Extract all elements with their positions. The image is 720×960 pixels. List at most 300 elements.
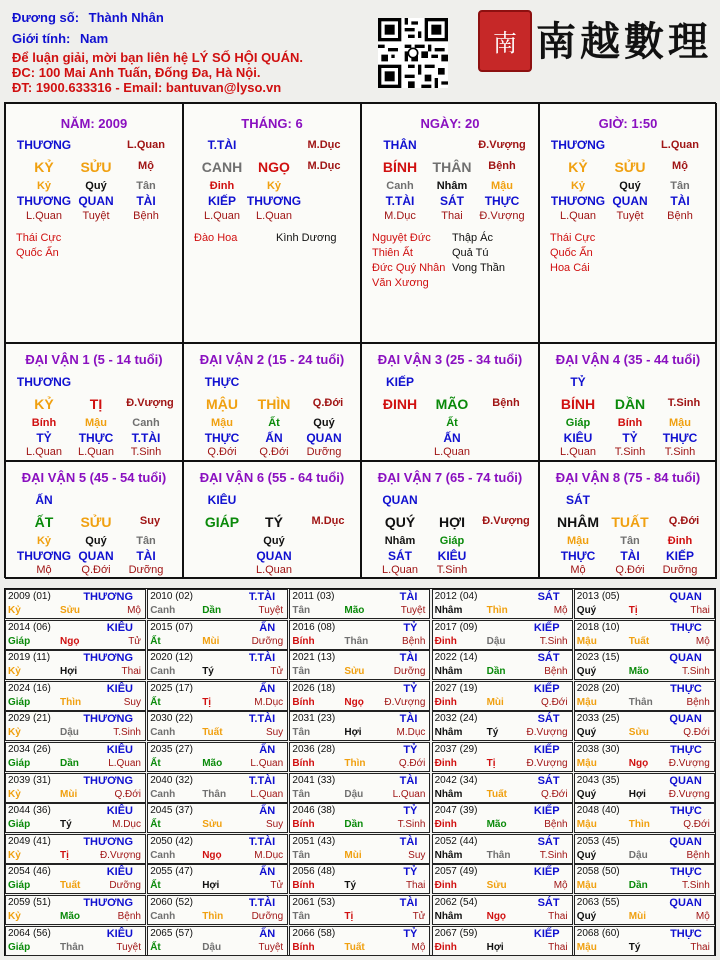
annual-year: 2060 (52) [150,897,193,908]
annual-cell [574,742,715,772]
annual-note: L.Quan [392,788,426,800]
annual-can: Bính [292,758,315,769]
annual-cell [147,834,288,864]
hidden-god: THƯƠNG [16,194,72,208]
annual-can: Quý [576,911,597,922]
annual-can: Giáp [8,758,31,769]
pillar-top-note: M.Dục [307,139,341,151]
hidden-stem: Quý [85,180,107,192]
dai-van-can: ĐINH [382,396,418,412]
annual-year: 2048 (40) [576,805,620,817]
annual-note: Bệnh [544,819,568,831]
annual-can: Ất [150,635,161,647]
annual-god: TỶ [403,866,418,879]
star-left: Thái Cực [550,232,596,244]
annual-can: Tân [292,666,311,678]
pillar-can: KỶ [568,159,588,175]
annual-can: Bính [292,819,315,831]
annual-god: SÁT [537,774,560,787]
dai-van-god: TỶ [570,375,586,389]
annual-can: Canh [150,605,176,616]
pillar-title: THÁNG: 6 [241,116,303,131]
dai-van-hidden-note: Dưỡng [662,564,698,576]
hidden-god: SÁT [440,194,464,208]
annual-god: THỰC [670,866,702,879]
annual-chi: Mùi [60,788,78,800]
annual-god: ẤN [259,866,276,879]
annual-chi: Ngọ [344,696,364,708]
annual-note: M.Dục [112,819,141,831]
annual-year: 2028 (20) [576,682,620,694]
annual-chi: Mão [60,911,80,922]
dai-van-cell [183,343,361,461]
annual-chi: Tý [60,819,72,831]
annual-cell [289,650,430,680]
annual-year: 2015 (07) [150,621,193,633]
header [0,0,720,100]
annual-can: Đinh [434,696,457,708]
pillar-chi-note: M.Dục [307,160,341,172]
red-seal-logo: 南 [478,10,532,72]
annual-cell [289,803,430,833]
annual-year: 2062 (54) [434,897,478,908]
annual-cell [432,864,573,894]
hidden-god: KIẾP [207,194,237,208]
dai-van-cell [539,343,717,461]
hidden-stem: Tân [136,180,156,192]
annual-can: Ất [150,758,161,769]
hidden-note: Tuyệt [82,210,110,222]
hidden-stem: Kỷ [36,180,52,192]
annual-cell [574,895,715,925]
annual-can: Nhâm [434,911,463,922]
annual-chi: Tị [486,758,496,769]
annual-year: 2049 (41) [8,835,51,847]
annual-chi: Thân [60,941,84,953]
annual-god: T.TÀI [248,652,276,665]
annual-god: QUAN [669,835,702,848]
star-left: Thái Cực [16,232,62,244]
hidden-note: L.Quan [559,210,597,222]
pillar-can: BÍNH [382,159,418,175]
hidden-stem: Nhâm [436,180,468,192]
annual-can: Canh [150,911,176,922]
annual-can: Kỷ [8,605,21,616]
pillar-top-god: THƯƠNG [16,138,72,152]
dai-van-title: ĐẠI VẬN 2 (15 - 24 tuổi) [199,352,345,367]
annual-note: Tử [270,880,284,892]
annual-can: Kỷ [8,911,21,922]
annual-year: 2050 (42) [150,835,193,847]
annual-note: Q.Đới [541,788,568,800]
dai-van-can: BÍNH [560,396,596,412]
annual-god: TỶ [403,744,418,756]
annual-cell [147,895,288,925]
annual-can: Giáp [8,819,31,831]
dai-van-hidden: Đinh [667,535,693,547]
annual-god: TỶ [403,927,418,940]
hidden-note: Tuyệt [616,210,644,222]
dai-van-cell [361,461,539,579]
pillar-title: NĂM: 2009 [60,116,128,131]
dai-van-hidden-god: KIẾP [665,549,695,563]
annual-god: THƯƠNG [83,774,133,787]
dai-van-hidden-god: TÀI [620,549,640,563]
annual-god: QUAN [669,652,702,665]
annual-can: Ất [150,880,161,892]
hidden-god: QUAN [612,194,648,208]
annual-god: ẤN [259,744,276,756]
annual-chi: Tuất [202,727,223,739]
annual-cell [574,864,715,894]
annual-chi: Ngọ [628,758,649,769]
pillar-title: GIỜ: 1:50 [598,116,658,131]
dai-van-hidden: Quý [263,535,285,547]
gioi-tinh-label: Giới tính: [12,31,71,46]
annual-god: QUAN [669,713,702,726]
annual-can: Bính [292,941,315,953]
annual-year: 2051 (43) [292,835,336,847]
star-right: Kình Dương [276,232,337,244]
hidden-stem: Kỷ [570,180,586,192]
annual-god: QUAN [669,774,702,787]
dai-van-chi: DẦN [614,396,646,412]
annual-note: Tử [412,911,426,922]
hidden-god: THƯƠNG [550,194,606,208]
dai-van-hidden-note: Q.Đới [207,446,237,458]
dai-van-hidden-note: L.Quan [559,446,597,458]
annual-note: Mộ [411,941,426,953]
annual-chi: Tuất [344,941,365,953]
star-left: Quốc Ấn [16,247,59,259]
annual-cell [147,803,288,833]
pillar-cell [361,103,539,343]
annual-cell [147,589,288,619]
annual-year: 2037 (29) [434,744,478,755]
star-left: Đào Hoa [194,232,238,244]
annual-can: Quý [576,849,597,861]
annual-chi: Tị [628,605,638,616]
annual-can: Nhâm [434,849,463,861]
annual-god: TÀI [399,713,418,726]
star-left: Thiên Ất [372,247,413,259]
pillar-top-note: L.Quan [127,139,165,151]
annual-chi: Tý [628,941,641,953]
annual-year: 2038 (30) [576,744,620,755]
annual-can: Tân [292,849,311,861]
dai-van-hidden: Tân [620,535,640,547]
annual-cell [5,864,146,894]
dai-van-title: ĐẠI VẬN 3 (25 - 34 tuổi) [377,352,523,367]
annual-chi: Mùi [202,635,220,647]
annual-year: 2053 (45) [576,835,620,847]
dai-van-hidden: Quý [85,535,107,547]
annual-can: Quý [576,605,597,616]
annual-year: 2052 (44) [434,835,478,847]
annual-year: 2068 (60) [576,927,620,939]
annual-note: Dưỡng [251,635,284,647]
annual-can: Canh [150,788,176,800]
annual-note: M.Dục [254,696,284,708]
annual-can: Kỷ [8,666,21,678]
annual-god: KIẾP [533,682,560,695]
dai-van-hidden: Quý [313,417,335,429]
annual-god: QUAN [669,897,702,909]
pillar-chi: THÂN [432,159,472,175]
hidden-god: QUAN [78,194,114,208]
annual-cell [289,681,430,711]
dai-van-hidden-god: ẤN [265,431,283,445]
annual-chi: Mùi [628,911,647,922]
star-left: Đức Quý Nhân [372,262,446,274]
annual-note: Mộ [695,635,710,647]
annual-can: Ất [150,696,161,708]
annual-cell [574,926,715,956]
dai-van-title: ĐẠI VẬN 8 (75 - 84 tuổi) [555,470,701,485]
annual-can: Mậu [576,635,597,647]
pillar-chi-note: Mộ [138,160,154,172]
annual-cell [147,864,288,894]
annual-cell [289,864,430,894]
annual-note: L.Quan [108,758,141,769]
annual-cell [289,895,430,925]
annual-cell [289,711,430,741]
annual-year: 2026 (18) [292,682,336,694]
contact-address: ĐC: 100 Mai Anh Tuấn, Đống Đa, Hà Nội. [12,65,261,80]
annual-year: 2061 (53) [292,897,336,908]
dai-van-note: T.Sinh [667,397,701,409]
dai-van-hidden-note: Mộ [36,564,52,576]
annual-chi: Thìn [486,605,508,616]
annual-year: 2066 (58) [292,927,336,939]
dai-van-hidden-note: T.Sinh [664,446,696,458]
annual-year: 2056 (48) [292,866,336,878]
annual-chi: Ngọ [486,911,507,922]
annual-year: 2045 (37) [150,805,193,817]
annual-chi: Sửu [628,727,649,739]
annual-luck-table [4,588,716,956]
annual-can: Đinh [434,635,457,647]
annual-can: Ất [150,941,161,953]
annual-god: ẤN [259,621,276,634]
annual-chi: Tị [344,911,354,922]
dai-van-hidden-note: T.Sinh [436,564,468,576]
dai-van-hidden-god: QUAN [256,549,292,563]
pillar-top-god: THƯƠNG [550,138,606,152]
annual-can: Đinh [434,758,457,769]
contact-phone-email: ĐT: 1900.633316 - Email: bantuvan@lyso.vn [12,80,282,95]
annual-note: Suy [265,819,284,831]
dai-van-chi: SỬU [80,514,112,530]
annual-year: 2027 (19) [434,682,478,694]
annual-cell [289,742,430,772]
dai-van-hidden-god: KIÊU [563,431,593,445]
dai-van-hidden-note: Dưỡng [306,446,342,458]
annual-chi: Mùi [344,849,362,861]
annual-can: Ất [150,819,161,831]
hidden-note: Đ.Vượng [479,210,525,222]
annual-cell [432,650,573,680]
dai-van-note: Bệnh [492,397,520,409]
annual-note: Thai [405,880,426,892]
annual-can: Nhâm [434,727,463,739]
annual-chi: Hợi [486,941,504,953]
dai-van-god: THƯƠNG [16,375,72,389]
annual-chi: Mão [344,605,365,616]
annual-note: Thai [121,666,141,678]
annual-note: Tuyệt [258,605,284,616]
qr-code-icon[interactable] [378,18,448,88]
annual-chi: Tị [202,696,212,708]
dai-van-cell [361,343,539,461]
annual-god: SÁT [537,835,560,848]
annual-cell [432,803,573,833]
pillar-cell [5,103,183,343]
star-left: Nguyệt Đức [372,232,431,244]
annual-note: Đ.Vượng [384,696,426,708]
dai-van-can: ẤT [34,514,54,530]
annual-year: 2020 (12) [150,652,193,664]
annual-god: THƯƠNG [83,652,133,665]
annual-note: T.Sinh [682,880,710,892]
annual-year: 2057 (49) [434,866,478,878]
annual-year: 2025 (17) [150,682,193,694]
pillar-cell [539,103,717,343]
annual-year: 2054 (46) [8,866,51,878]
annual-cell [432,589,573,619]
dai-van-chi: TÝ [265,514,283,530]
annual-note: Bệnh [117,911,141,922]
dai-van-hidden-god: TÀI [136,549,156,563]
annual-can: Canh [150,849,176,861]
annual-can: Mậu [576,880,597,892]
annual-note: T.Sinh [397,819,426,831]
annual-god: ẤN [259,927,276,940]
star-left: Văn Xương [372,277,429,289]
dai-van-title: ĐẠI VẬN 6 (55 - 64 tuổi) [199,470,345,485]
dai-van-hidden-note: Q.Đới [259,446,289,458]
annual-year: 2059 (51) [8,897,51,908]
annual-god: TỶ [403,621,418,634]
annual-chi: Dậu [344,788,364,800]
dai-van-title: ĐẠI VẬN 7 (65 - 74 tuổi) [377,470,523,485]
annual-chi: Dậu [486,635,506,647]
annual-cell [5,589,146,619]
hidden-stem: Đinh [209,180,235,192]
annual-year: 2036 (28) [292,744,336,755]
hidden-stem: Kỷ [266,180,282,192]
pillar-chi: SỬU [80,159,112,175]
annual-cell [432,681,573,711]
dai-van-hidden-god: ẤN [443,431,461,445]
annual-can: Giáp [8,880,31,892]
annual-god: TÀI [399,652,418,665]
annual-year: 2033 (25) [576,713,620,725]
dai-van-cell [183,461,361,579]
annual-note: M.Dục [396,727,426,739]
annual-god: THỰC [670,744,702,756]
hidden-note: M.Dục [384,210,416,222]
annual-can: Tân [292,605,311,616]
annual-cell [574,650,715,680]
annual-cell [432,895,573,925]
dai-van-can: MẬU [206,396,238,412]
hidden-stem: Quý [619,180,641,192]
dai-van-hidden-god: T.TÀI [131,431,161,445]
annual-can: Quý [576,788,597,800]
annual-note: Q.Đới [114,788,141,800]
pillar-can: KỶ [34,159,54,175]
annual-chi: Hợi [344,727,362,739]
dai-van-god: QUAN [382,493,418,507]
dai-van-hidden-god: TỶ [622,431,638,445]
annual-note: Thai [548,941,568,953]
dai-van-hidden: Ất [268,417,280,429]
annual-cell [147,773,288,803]
pillar-top-note: L.Quan [661,139,699,151]
hidden-stem: Tân [670,180,690,192]
annual-cell [5,620,146,650]
hidden-note: L.Quan [25,210,63,222]
annual-chi: Mão [202,758,223,769]
annual-chi: Dần [344,819,364,831]
annual-cell [289,620,430,650]
annual-god: KIÊU [106,682,133,695]
dai-van-chi: HỢI [439,514,465,530]
annual-chi: Thân [202,788,227,800]
annual-god: ẤN [259,682,276,695]
pillar-chi: NGỌ [258,159,290,175]
dai-van-hidden: Kỷ [36,535,52,547]
annual-cell [574,681,715,711]
dai-van-note: Q.Đới [312,397,344,409]
annual-god: KIẾP [533,866,560,879]
annual-note: Mộ [127,605,141,616]
contact-line-1: Để luận giải, mời bạn liên hệ LÝ SỐ HỘI QUÁN. [12,50,303,65]
annual-year: 2034 (26) [8,744,51,755]
annual-chi: Hợi [202,880,220,892]
annual-note: T.Sinh [113,727,141,739]
hidden-god: THỰC [484,194,520,208]
annual-cell [5,742,146,772]
annual-note: T.Sinh [539,635,568,647]
annual-year: 2017 (09) [434,621,478,633]
annual-year: 2035 (27) [150,744,193,755]
annual-cell [5,834,146,864]
dai-van-hidden: Mậu [211,417,233,429]
brand-logo-text: 南越數理 [536,18,712,65]
annual-note: Q.Đới [683,819,710,831]
annual-year: 2016 (08) [292,621,336,633]
dai-van-hidden: Giáp [439,535,465,547]
dai-van-hidden-god: THỰC [78,431,114,445]
dai-van-god: ẤN [35,493,53,507]
annual-year: 2043 (35) [576,774,620,786]
annual-chi: Thân [344,635,369,647]
annual-can: Nhâm [434,788,463,800]
dai-van-hidden-note: T.Sinh [130,446,162,458]
annual-can: Giáp [8,941,31,953]
annual-god: QUAN [669,591,702,603]
annual-note: Thai [548,911,568,922]
star-right: Quả Tú [452,247,489,259]
annual-can: Bính [292,635,315,647]
annual-chi: Thìn [344,758,366,769]
annual-year: 2058 (50) [576,866,620,878]
annual-god: TÀI [399,835,418,848]
annual-chi: Thìn [628,819,650,831]
annual-year: 2014 (06) [8,621,51,633]
